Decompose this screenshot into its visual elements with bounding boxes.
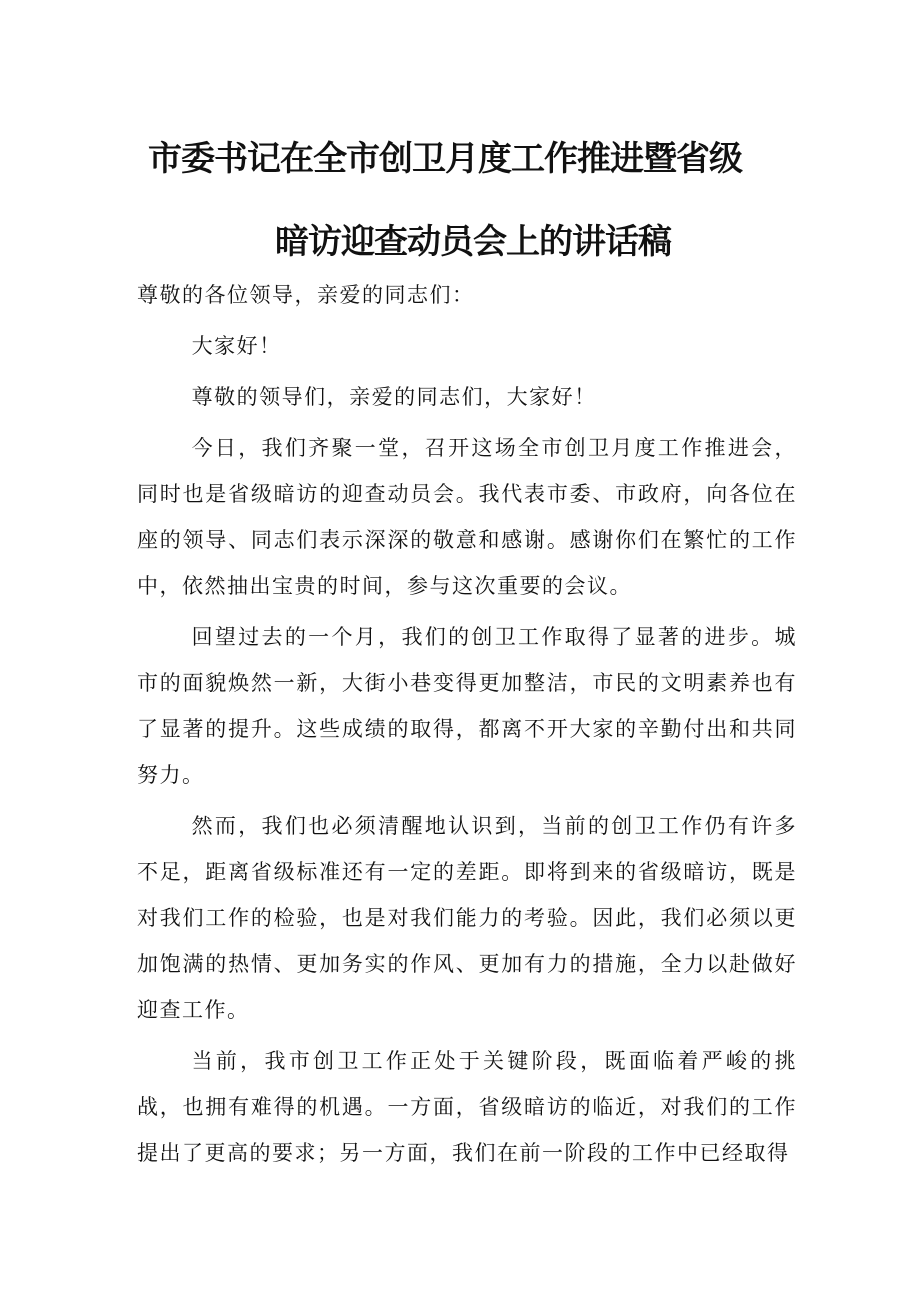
body-paragraph: 回望过去的一个月，我们的创卫工作取得了显著的进步。城市的面貌焕然一新，大街小巷变得更加整洁，市民的文明素养也有了显著的提升。这些成绩的取得，都离不开大家的辛勤付出和共同努力。 [137, 625, 797, 787]
greeting-paragraph: 尊敬的领导们，亲爱的同志们，大家好！ [191, 385, 597, 409]
title-line-2: 暗访迎查动员会上的讲话稿 [275, 222, 671, 262]
body-paragraph: 当前，我市创卫工作正处于关键阶段，既面临着严峻的挑战，也拥有难得的机遇。一方面，省级暗访的临近，对我们的工作提出了更高的要求；另一方面，我们在前一阶段的工作中已经取得 [137, 1049, 797, 1165]
title-line-1: 市委书记在全市创卫月度工作推进暨省级 [148, 139, 742, 179]
greeting-paragraph: 大家好！ [191, 334, 282, 358]
body-paragraph: 然而，我们也必须清醒地认识到，当前的创卫工作仍有许多不足，距离省级标准还有一定的差距。即将到来的省级暗访，既是对我们工作的检验，也是对我们能力的考验。因此，我们必须以更加饱满的热情、更加务实的作风、更加有力的措施，全力以赴做好迎查工作。 [137, 814, 797, 1022]
document-body [137, 272, 797, 1181]
salutation-paragraph: 尊敬的各位领导，亲爱的同志们： [137, 283, 475, 307]
body-paragraph: 今日，我们齐聚一堂，召开这场全市创卫月度工作推进会，同时也是省级暗访的迎查动员会。我代表市委、市政府，向各位在座的领导、同志们表示深深的敬意和感谢。感谢你们在繁忙的工作中，依然抽出宝贵的时间，参与这次重要的会议。 [137, 436, 797, 598]
